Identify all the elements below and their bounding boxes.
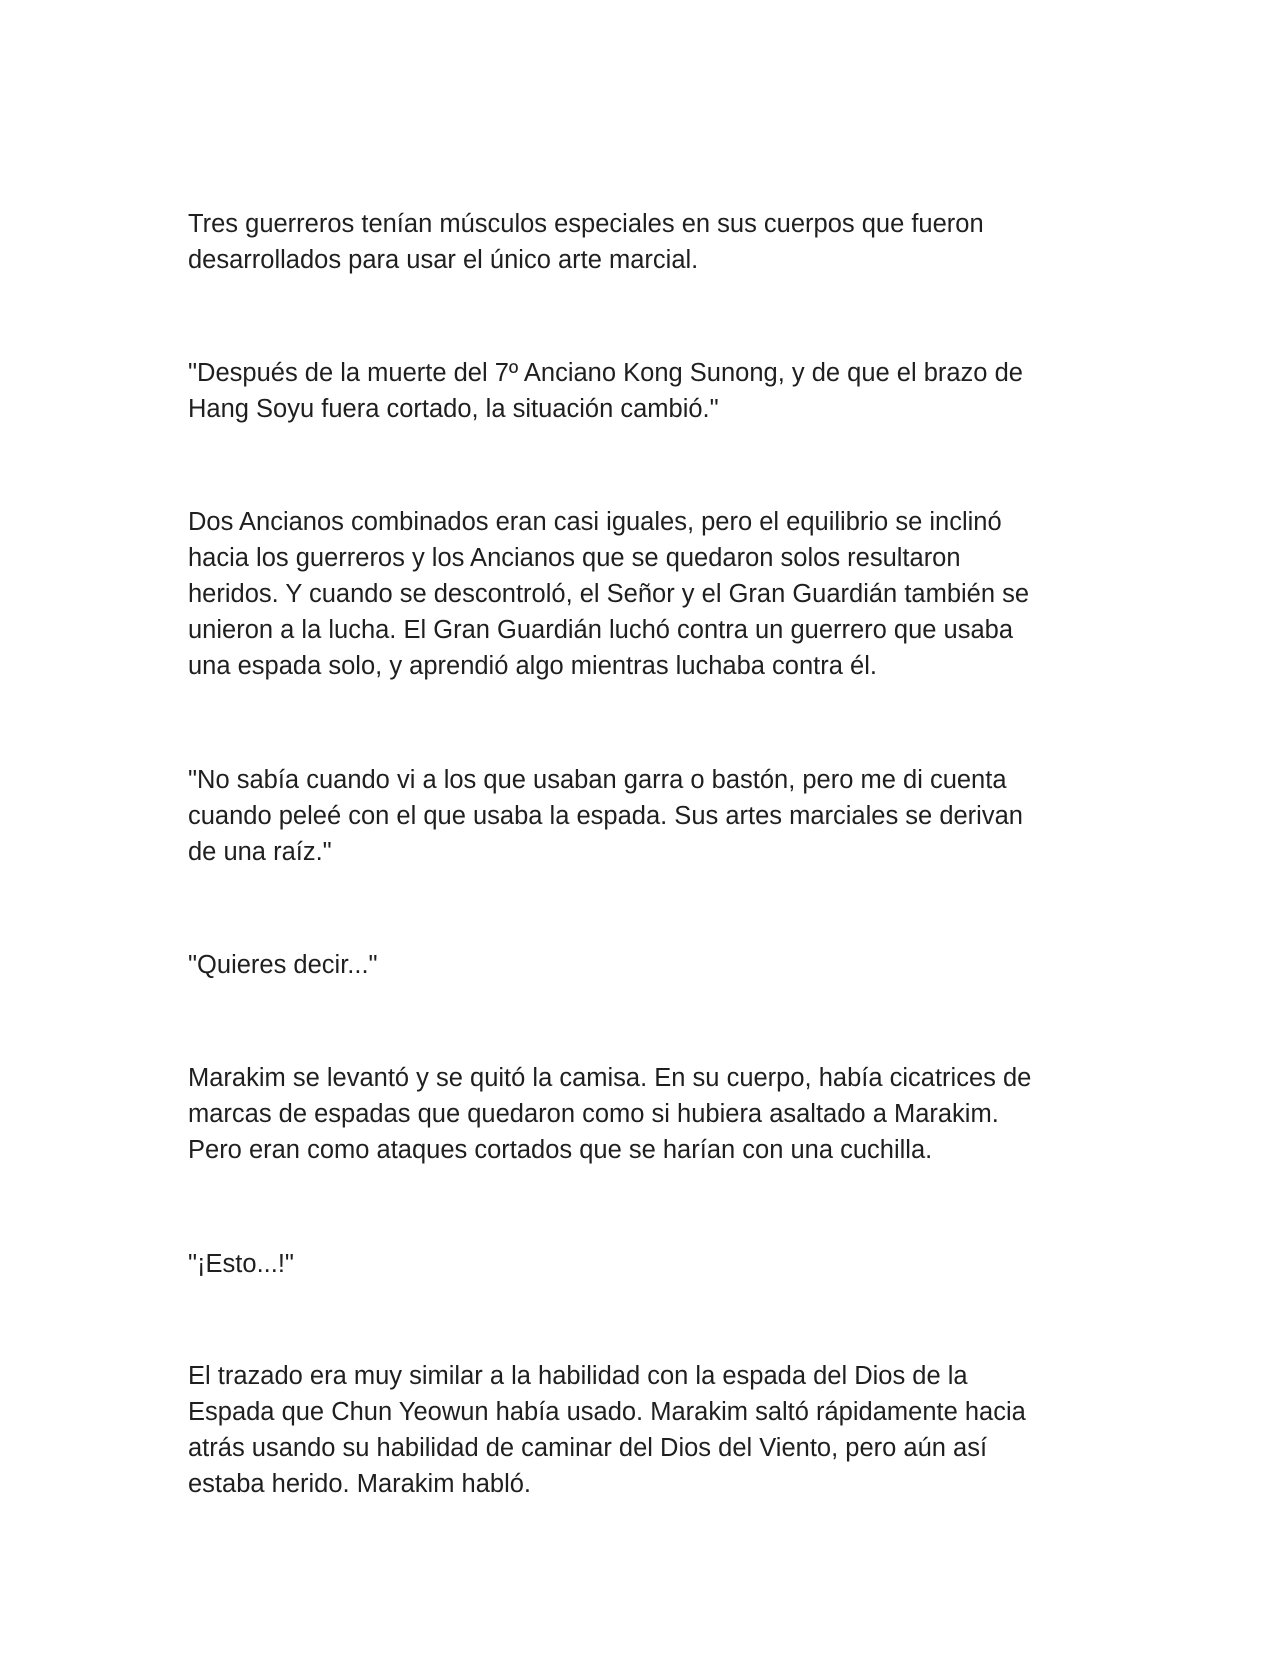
paragraph-line: "¡Esto...!" — [188, 1250, 294, 1278]
paragraph-3 — [188, 504, 1108, 684]
paragraph-line: cuando peleé con el que usaba la espada. Sus artes marciales se derivan — [188, 802, 1023, 830]
paragraph-line: El trazado era muy similar a la habilidad con la espada del Dios de la — [188, 1362, 968, 1390]
paragraph-1 — [188, 206, 1108, 278]
paragraph-2 — [188, 355, 1108, 427]
paragraph-line: Espada que Chun Yeowun había usado. Marakim saltó rápidamente hacia — [188, 1398, 1026, 1426]
paragraph-line: desarrollados para usar el único arte marcial. — [188, 246, 699, 274]
paragraph-line: atrás usando su habilidad de caminar del Dios del Viento, pero aún así — [188, 1434, 988, 1462]
paragraph-8 — [188, 1358, 1108, 1502]
paragraph-5 — [188, 947, 1108, 983]
paragraph-4 — [188, 762, 1108, 870]
paragraph-line: una espada solo, y aprendió algo mientras luchaba contra él. — [188, 652, 877, 680]
paragraph-line: "Quieres decir..." — [188, 951, 378, 979]
paragraph-line: Tres guerreros tenían músculos especiales en sus cuerpos que fueron — [188, 210, 984, 238]
paragraph-line: unieron a la lucha. El Gran Guardián luchó contra un guerrero que usaba — [188, 616, 1014, 644]
paragraph-line: estaba herido. Marakim habló. — [188, 1470, 532, 1498]
paragraph-line: marcas de espadas que quedaron como si hubiera asaltado a Marakim. — [188, 1100, 999, 1128]
paragraph-line: de una raíz." — [188, 838, 332, 866]
paragraph-7 — [188, 1246, 1108, 1282]
paragraph-line: Marakim se levantó y se quitó la camisa. En su cuerpo, había cicatrices de — [188, 1064, 1032, 1092]
paragraph-line: Hang Soyu fuera cortado, la situación cambió." — [188, 395, 719, 423]
paragraph-line: Dos Ancianos combinados eran casi iguales, pero el equilibrio se inclinó — [188, 508, 1002, 536]
paragraph-line: "Después de la muerte del 7º Anciano Kong Sunong, y de que el brazo de — [188, 359, 1023, 387]
paragraph-line: hacia los guerreros y los Ancianos que se quedaron solos resultaron — [188, 544, 961, 572]
paragraph-line: heridos. Y cuando se descontroló, el Señor y el Gran Guardián también se — [188, 580, 1030, 608]
paragraph-line: Pero eran como ataques cortados que se harían con una cuchilla. — [188, 1136, 933, 1164]
paragraph-line: "No sabía cuando vi a los que usaban garra o bastón, pero me di cuenta — [188, 766, 1007, 794]
paragraph-6 — [188, 1060, 1108, 1168]
